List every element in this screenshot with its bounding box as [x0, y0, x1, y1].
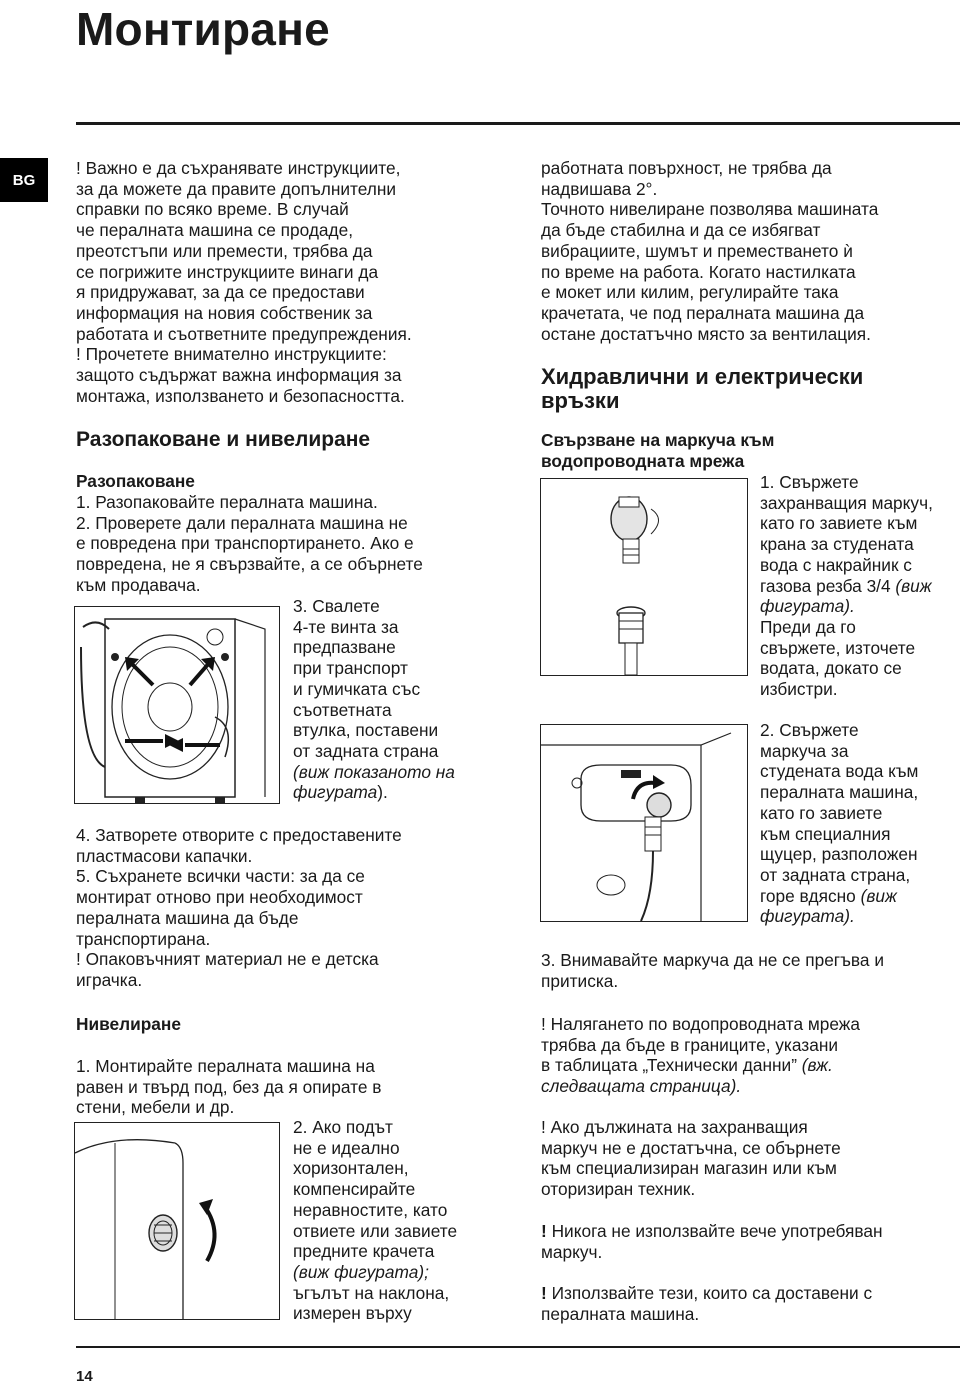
step-line: студената вода към: [760, 761, 919, 782]
step-line: от задната страна,: [760, 864, 911, 885]
text-line: крачетата, че под пералната машина да: [541, 302, 865, 323]
step-line: предпазване: [293, 637, 396, 658]
step-line: предните крачета: [293, 1241, 435, 1262]
figure-adjustable-foot: [74, 1122, 280, 1320]
step-line: пералната машина,: [760, 782, 919, 803]
text-line: да бъде стабилна и да се избягват: [541, 220, 821, 241]
step-line: транспортирана.: [76, 928, 211, 949]
step-line: повредена, не я свързвайте, а се обърнете: [76, 554, 423, 575]
unpack-steps-top: [76, 492, 516, 596]
figure-reference: фигурата: [293, 782, 378, 803]
step-line: неравностите, като: [293, 1199, 448, 1220]
hose-step2: [760, 720, 960, 927]
note-text: Никога не използвайте вече употребяван: [546, 1221, 883, 1241]
step-line: пластмасови капачки.: [76, 845, 253, 866]
step-line: притиска.: [541, 970, 619, 991]
intro-line: ! Важно е да съхранявате инструкциите,: [76, 158, 401, 178]
figure-reference: (виж: [895, 575, 932, 596]
step-line: 3. Внимавайте маркуча да не се прегъва и: [541, 950, 884, 970]
step-line: крана за студената: [760, 534, 914, 555]
inlet-illustration: [541, 725, 747, 921]
step-text: горе вдясно: [760, 885, 861, 906]
step-line: 1. Монтирайте пералната машина на: [76, 1056, 375, 1076]
step-line: отвиете или завиете: [293, 1220, 458, 1241]
note-pressure: [541, 1014, 956, 1097]
step-line: като го завиете към: [760, 513, 918, 534]
step-line: стени, мебели и др.: [76, 1097, 235, 1118]
intro-line: работата и съответните предупреждения.: [76, 323, 412, 344]
step-line: 2. Ако подът: [293, 1117, 393, 1137]
step-line: щуцер, разположен: [760, 844, 918, 865]
step-line: свържете, източете: [760, 637, 916, 658]
note-line: оторизиран техник.: [541, 1179, 696, 1200]
hose-step1: [760, 472, 960, 700]
intro-line: монтажа, използването и безопасността.: [76, 385, 405, 406]
step-line: 1. Свържете: [760, 472, 859, 492]
text-line: работната повърхност, не трябва да: [541, 158, 832, 178]
step-line: играчка.: [76, 969, 143, 990]
foot-illustration: [75, 1123, 279, 1319]
section-heading-unpack-level: Разопаковане и нивелиране: [76, 428, 371, 451]
figure-tap-hose: [540, 478, 748, 676]
intro-line: се погрижите инструкциите винаги да: [76, 261, 379, 282]
step-line: 4-те винта за: [293, 616, 399, 637]
step-line: маркуча за: [760, 740, 849, 761]
step-line: Преди да го: [760, 616, 856, 637]
note-line: ! Ако дължината на захранващия: [541, 1117, 808, 1137]
heading-line: Свързване на маркуча към: [541, 430, 775, 450]
note-text: в таблицата „Технически данни”: [541, 1055, 802, 1076]
page-title: Монтиране: [76, 3, 330, 55]
text-line: остане достатъчно място за вентилация.: [541, 323, 871, 344]
step-line: равен и твърд под, без да я опирате в: [76, 1076, 382, 1097]
level-step2: [293, 1117, 523, 1324]
intro-line: защото съдържат важна информация за: [76, 365, 402, 386]
intro-line: че пералната машина се продаде,: [76, 220, 354, 241]
note-line: маркуч не е достатъчна, се обърнете: [541, 1137, 841, 1158]
step-line: пералната машина да бъде: [76, 907, 299, 928]
hose-heading: [541, 430, 956, 472]
text-line: Точното нивелиране позволява машината: [541, 199, 879, 220]
step-line: 2. Проверете дали пералната машина не: [76, 512, 408, 533]
figure-reference: (виж: [860, 885, 897, 906]
punctuation: ).: [377, 782, 388, 803]
step-line: монтират отново при необходимост: [76, 887, 363, 908]
figure-reference: (виж показаното на: [293, 761, 455, 782]
heading-line: Хидравлични и електрически: [541, 364, 864, 389]
tap-hose-illustration: [541, 479, 747, 675]
level-heading: Нивелиране: [76, 1014, 181, 1034]
step-line: като го завиете: [760, 802, 883, 823]
text-line: по време на работа. Когато настилката: [541, 261, 856, 282]
step-line: ! Опаковъчният материал не е детска: [76, 949, 379, 970]
step-line: измерен върху: [293, 1303, 412, 1324]
hose-step3: [541, 950, 956, 991]
note-line: пералната машина.: [541, 1303, 700, 1324]
section-heading-connections: [541, 365, 956, 413]
figure-reference: (виж фигурата);: [293, 1261, 429, 1282]
figure-reference: фигурата).: [760, 906, 855, 927]
step-line: избистри.: [760, 679, 838, 700]
warning-mark: !: [541, 1283, 547, 1303]
step-line: не е идеално: [293, 1137, 400, 1158]
intro-line: ! Прочетете внимателно инструкциите:: [76, 344, 387, 365]
heading-line: връзки: [541, 388, 620, 413]
text-line: е мокет или килим, регулирайте така: [541, 282, 839, 303]
step-line: и гумичката със: [293, 678, 421, 699]
figure-inlet-connection: [540, 724, 748, 922]
note-used-hose: [541, 1221, 956, 1262]
note-supplied-hose: [541, 1283, 956, 1324]
step-line: 3. Свалете: [293, 596, 380, 616]
step-line: към специалния: [760, 823, 891, 844]
note-line: маркуч.: [541, 1241, 603, 1262]
top-divider: [76, 122, 960, 125]
note-line: към специализиран магазин или към: [541, 1158, 837, 1179]
step-line: е повредена при транспортирането. Ако е: [76, 533, 414, 554]
unpack-steps-bottom: [76, 825, 516, 991]
washer-back-illustration: [75, 607, 279, 803]
step-line: при транспорт: [293, 658, 408, 679]
step-line: захранващия маркуч,: [760, 492, 933, 513]
note-hose-length: [541, 1117, 956, 1200]
step-line: 4. Затворете отворите с предоставените: [76, 825, 402, 845]
intro-line: информация на новия собственик за: [76, 302, 373, 323]
note-line: ! Налягането по водопроводната мрежа: [541, 1014, 860, 1034]
step-line: вода с накрайник с: [760, 554, 912, 575]
text-line: надвишава 2°.: [541, 178, 658, 199]
page-reference: следващата страница).: [541, 1076, 742, 1097]
warning-mark: !: [541, 1221, 547, 1241]
level-step1: [76, 1056, 516, 1118]
step3-text: [293, 596, 523, 803]
intro-line: я придружават, за да се предостави: [76, 282, 365, 303]
heading-line: водопроводната мрежа: [541, 451, 745, 471]
step-line: втулка, поставени: [293, 720, 439, 741]
step-line: 2. Свържете: [760, 720, 859, 740]
text-line: вибрациите, шумът и преместването ѝ: [541, 240, 853, 261]
step-line: водата, докато се: [760, 658, 902, 679]
step-text: газова резба 3/4: [760, 575, 896, 596]
page-number: 14: [76, 1368, 93, 1385]
note-line: трябва да бъде в границите, указани: [541, 1034, 839, 1055]
note-text: Използвайте тези, които са доставени с: [546, 1283, 873, 1303]
level-continuation: [541, 158, 956, 344]
step-line: 1. Разопаковайте пералната машина.: [76, 492, 378, 512]
intro-line: преотстъпи или премести, трябва да: [76, 240, 373, 261]
step-line: компенсирайте: [293, 1179, 416, 1200]
step-line: хоризонтален,: [293, 1158, 409, 1179]
language-tab: BG: [0, 158, 48, 202]
page-reference: (вж.: [801, 1055, 833, 1076]
step-line: 5. Съхранете всички части: за да се: [76, 866, 365, 887]
figure-reference: фигурата).: [760, 596, 855, 617]
figure-transport-bolts: [74, 606, 280, 804]
intro-paragraph: [76, 158, 516, 406]
unpack-heading: Разопаковане: [76, 471, 195, 491]
bottom-divider: [76, 1346, 960, 1348]
step-line: от задната страна: [293, 740, 439, 761]
step-line: ъгълът на наклона,: [293, 1282, 450, 1303]
intro-line: за да можете да правите допълнителни: [76, 178, 397, 199]
step-line: към продавача.: [76, 574, 201, 595]
step-line: съответната: [293, 699, 392, 720]
intro-line: справки по всяко време. В случай: [76, 199, 349, 220]
